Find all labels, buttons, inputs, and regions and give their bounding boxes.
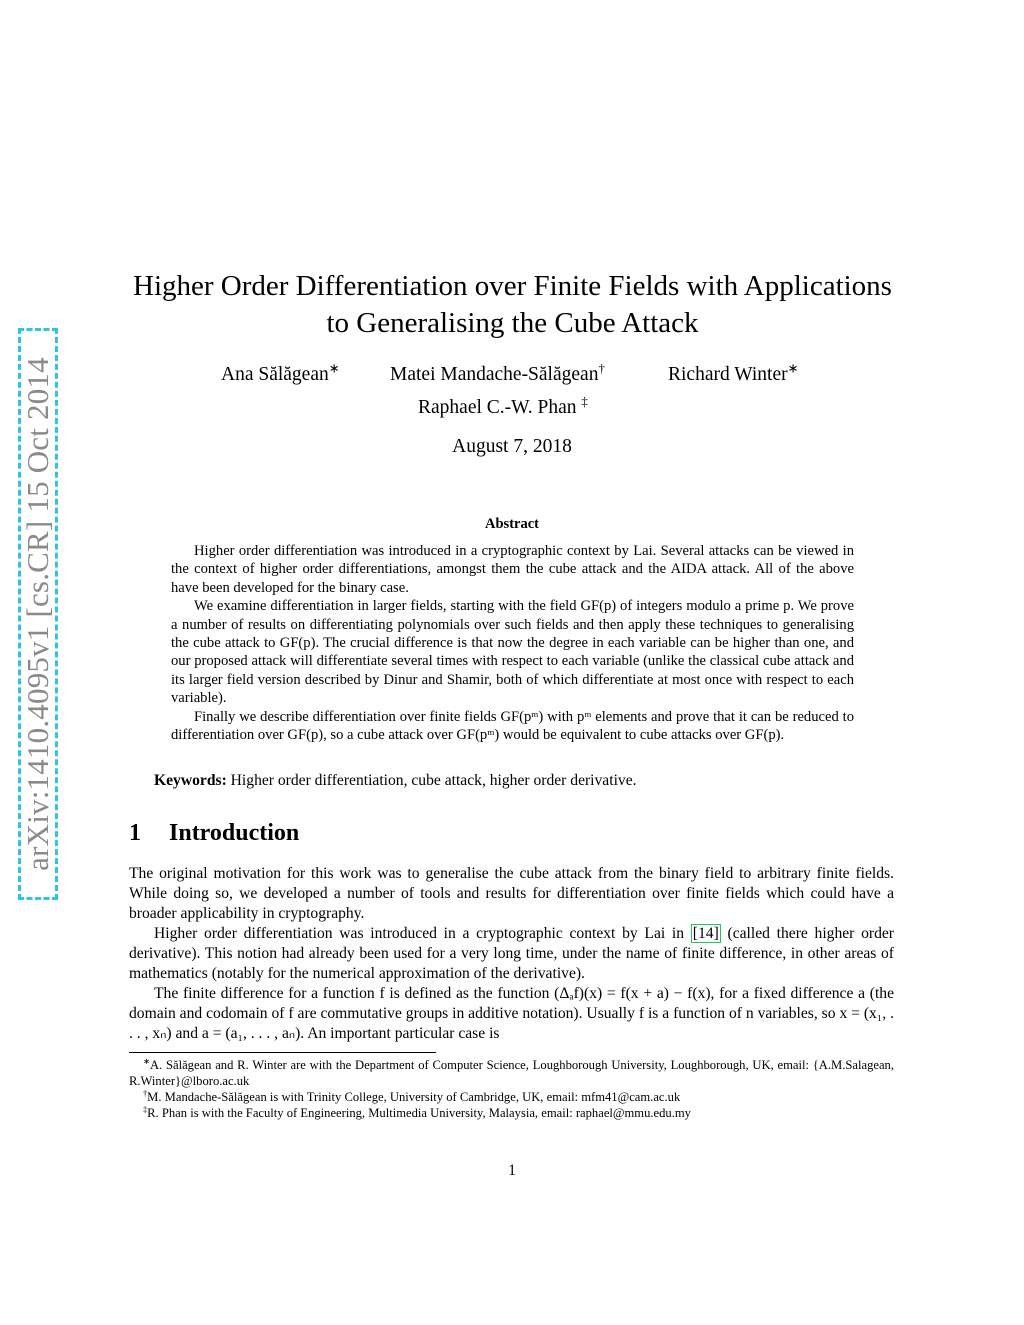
author-2: Matei Mandache-Sălăgean† (390, 361, 605, 385)
footnote-3: ‡R. Phan is with the Faculty of Engineering, Multimedia University, Malaysia, email: raphael@mmu.edu.my (143, 1104, 691, 1120)
footnotes (129, 1057, 894, 1121)
section-title: Introduction (169, 820, 300, 846)
keywords-label: Keywords: (154, 772, 227, 789)
paper-title (110, 268, 915, 342)
abstract-paragraph-1: Higher order differentiation was introduced in a cryptographic context by Lai. Several attacks can be viewed in the context of higher order differentiations, amongst them the cube attack and the AIDA attack. All of the above have been developed for the binary case. (171, 543, 854, 596)
author-4: Raphael C.-W. Phan ‡ (418, 394, 588, 418)
keywords (154, 772, 874, 790)
intro-paragraph-1: The original motivation for this work was to generalise the cube attack from the binary field to arbitrary finite fields. While doing so, we developed a number of tools and results for differentiation over finite fields which could have a broader applicability in cryptography. (129, 865, 894, 922)
title-line-1: Higher Order Differentiation over Finite Fields with Applications (133, 270, 892, 302)
title-line-2: to Generalising the Cube Attack (326, 307, 699, 339)
footnote-2: †M. Mandache-Sălăgean is with Trinity College, University of Cambridge, UK, email: mfm41@cam.ac.uk (143, 1088, 681, 1104)
intro-paragraph-3: The finite difference for a function f is defined as the function (Δₐf)(x) = f(x + a) − f(x), for a fixed difference a (the domain and codomain of f are commutative groups in additive notation). Usually f is a function of n variables, so x = (x₁, . . . , xₙ) and a = (a₁, . . . , aₙ). An important particular case is (129, 985, 894, 1042)
footnote-rule (129, 1052, 436, 1053)
citation-link[interactable]: [14] (692, 925, 719, 942)
paper-date: August 7, 2018 (452, 436, 572, 457)
keywords-text: Higher order differentiation, cube attack, higher order derivative. (230, 772, 637, 789)
abstract-body (171, 542, 854, 744)
section-number: 1 (129, 820, 141, 846)
intro-body (129, 864, 894, 1044)
intro-paragraph-2: Higher order differentiation was introduced in a cryptographic context by Lai in [14] (called there higher order derivative). This notion had already been used for a very long time, under the name of finite difference, in other areas of mathematics (notably for the numerical approximation of the derivative). (129, 925, 894, 982)
arxiv-stamp: arXiv:1410.4095v1 [cs.CR] 15 Oct 2014 (20, 357, 55, 871)
abstract-paragraph-2: We examine differentiation in larger fields, starting with the field GF(p) of integers modulo a prime p. We prove a number of results on differentiating polynomials over such fields and then apply these techniques to generalising the cube attack to GF(p). The crucial difference is that now the degree in each variable can be higher than one, and our proposed attack will differentiate several times with respect to each variable (unlike the classical cube attack and its larger field version described by Dinur and Shamir, both of which differentiate at most once with respect to each variable). (171, 598, 854, 707)
author-3: Richard Winter∗ (668, 361, 799, 385)
author-1: Ana Sălăgean∗ (221, 361, 340, 385)
abstract-heading: Abstract (485, 516, 539, 532)
footnote-1: ∗A. Sălăgean and R. Winter are with the Department of Computer Science, Loughborough University, Loughborough, UK, email: {A.M.Salagean, R.Winter}@lboro.ac.uk (129, 1056, 894, 1088)
page-number: 1 (508, 1162, 516, 1179)
abstract-paragraph-3: Finally we describe differentiation over finite fields GF(pᵐ) with pᵐ elements and prove that it can be reduced to differentiation over GF(p), so a cube attack over GF(pᵐ) would be equivalent to cube attacks over GF(p). (171, 708, 854, 744)
section-heading (129, 820, 299, 847)
